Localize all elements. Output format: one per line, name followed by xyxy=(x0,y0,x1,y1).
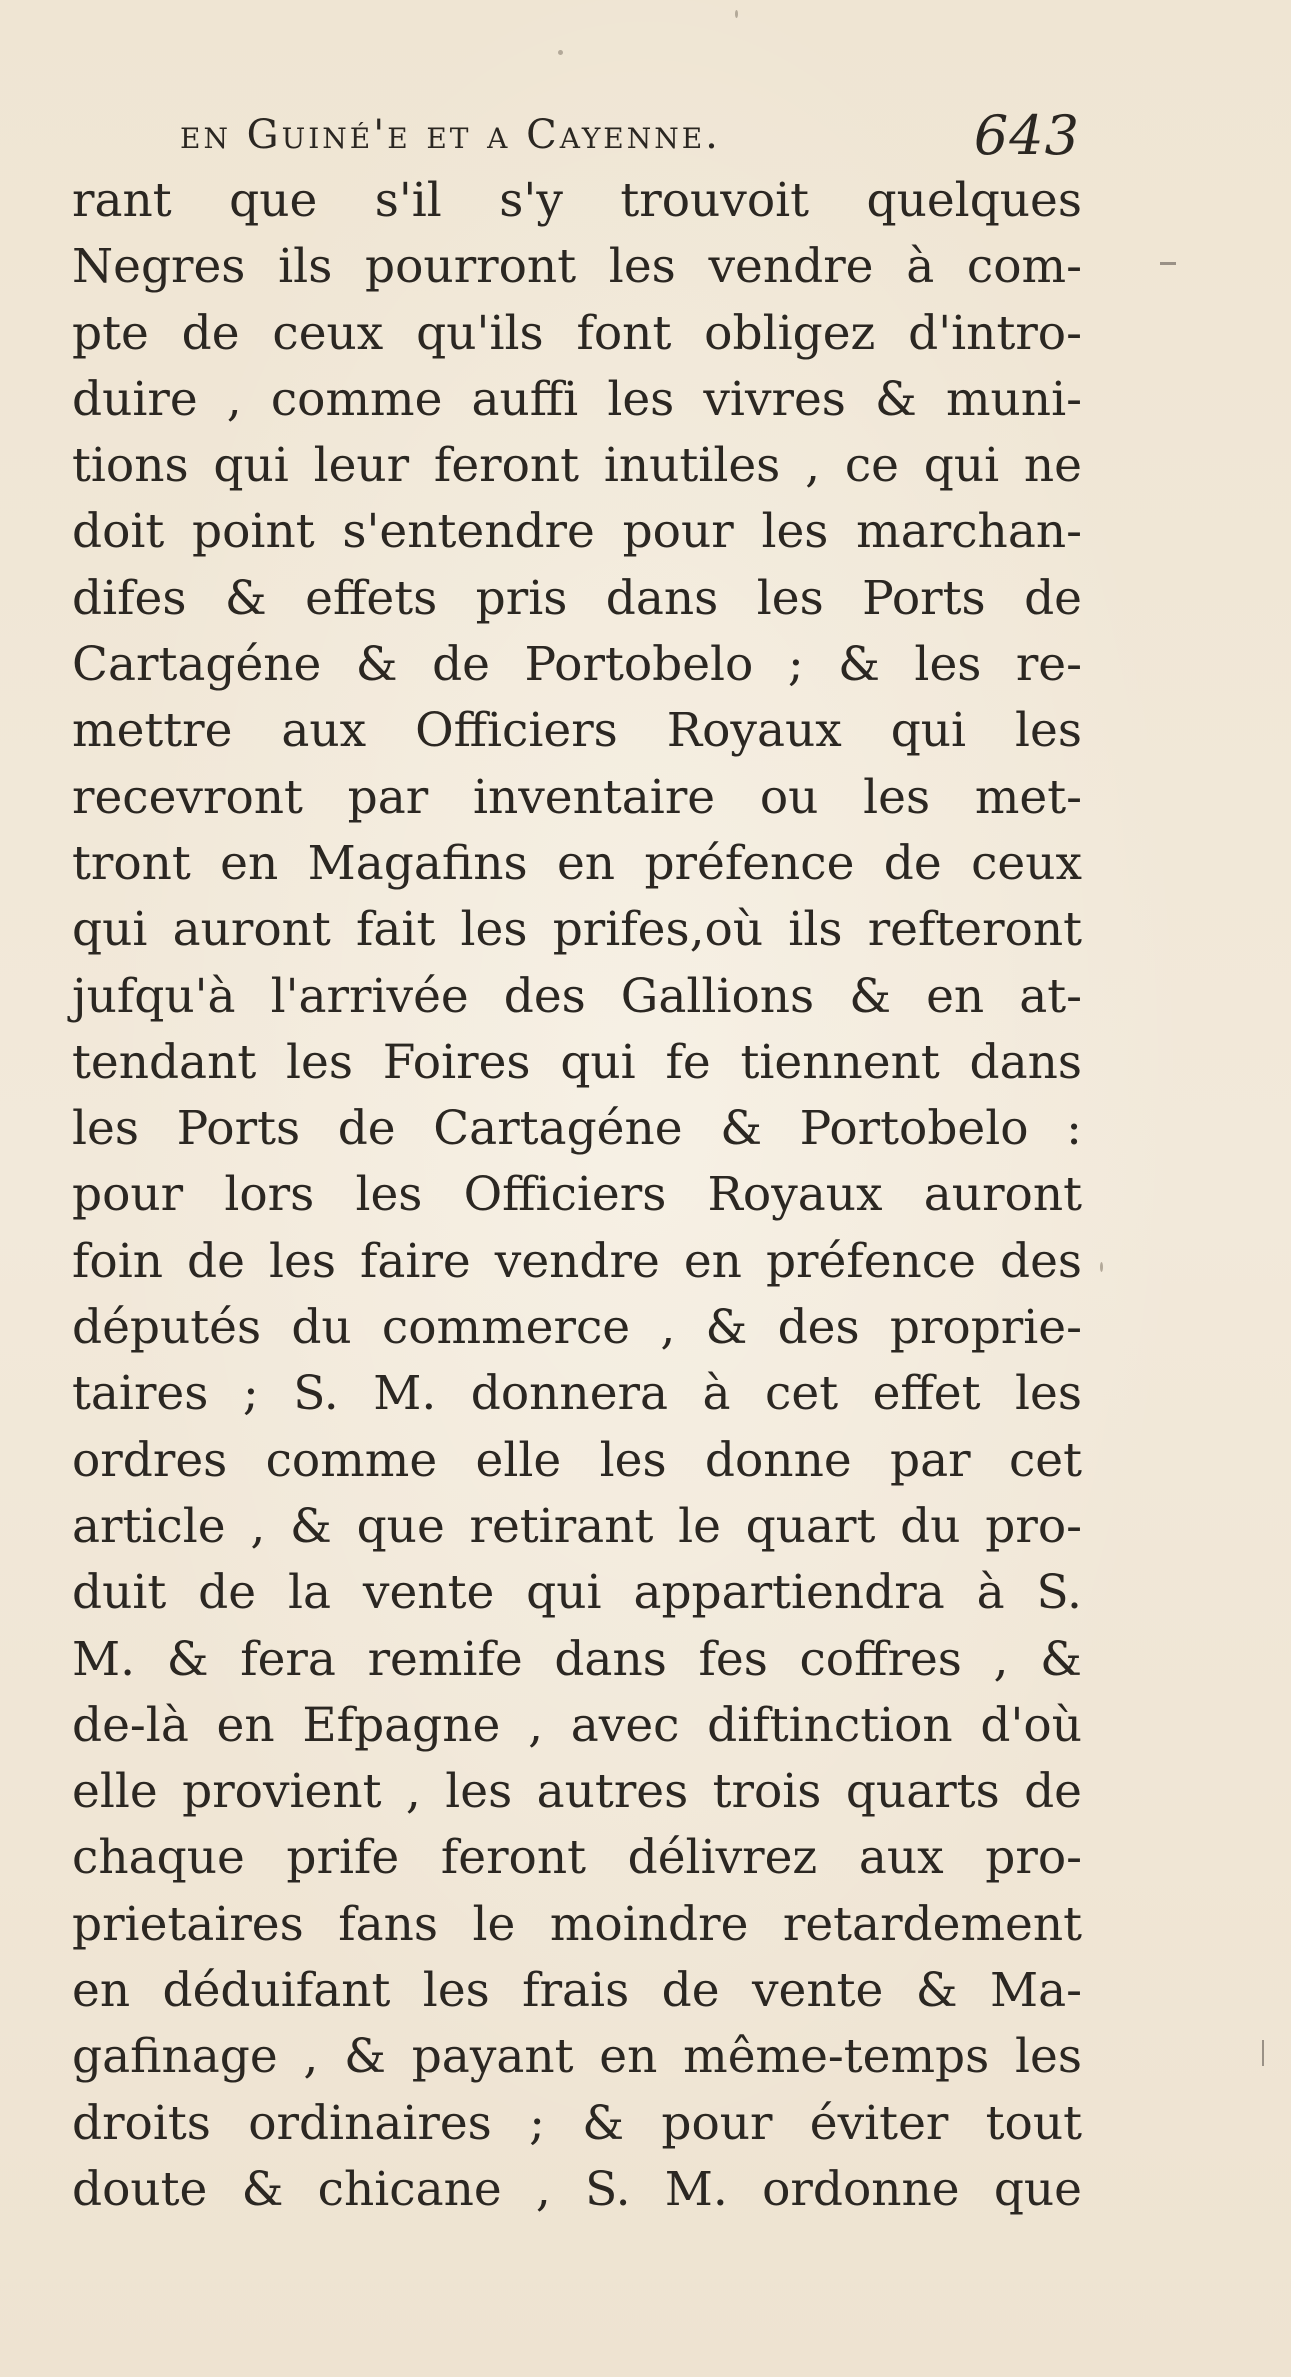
text-line: article , & que retirant le quart du pro- xyxy=(72,1498,1082,1554)
text-line: duit de la vente qui appartiendra à S. xyxy=(72,1565,1082,1621)
text-line: gafinage , & payant en même-temps les xyxy=(72,2029,1082,2085)
text-line: députés du commerce , & des proprie- xyxy=(72,1300,1082,1356)
text-line: de-là en Efpagne , avec diftinction d'où xyxy=(72,1697,1082,1753)
body-text xyxy=(72,168,1082,2223)
running-title: en Guiné'e et a Cayenne. xyxy=(180,112,721,158)
text-line: Negres ils pourront les vendre à com- xyxy=(72,239,1082,295)
paper-speck xyxy=(1100,1262,1103,1272)
paper-speck xyxy=(558,50,563,55)
text-line: les Ports de Cartagéne & Portobelo : xyxy=(72,1101,1082,1157)
text-line: doit point s'entendre pour les marchan- xyxy=(72,504,1082,560)
text-line: duire , comme auffi les vivres & muni- xyxy=(72,371,1082,427)
text-line: prietaires fans le moindre retardement xyxy=(72,1896,1082,1952)
text-line: tions qui leur feront inutiles , ce qui ne xyxy=(72,438,1082,494)
text-line: difes & effets pris dans les Ports de xyxy=(72,570,1082,626)
text-line: chaque prife feront délivrez aux pro- xyxy=(72,1830,1082,1886)
text-line: tendant les Foires qui fe tiennent dans xyxy=(72,1034,1082,1090)
text-line: doute & chicane , S. M. ordonne que xyxy=(72,2161,1082,2217)
text-line: M. & fera remife dans fes coffres , & xyxy=(72,1631,1082,1687)
text-line: pte de ceux qu'ils font obligez d'intro- xyxy=(72,305,1082,361)
text-line: taires ; S. M. donnera à cet effet les xyxy=(72,1366,1082,1422)
margin-tick-mark xyxy=(1262,2040,1264,2066)
text-line: tront en Magafins en préfence de ceux xyxy=(72,835,1082,891)
text-line: droits ordinaires ; & pour éviter tout xyxy=(72,2095,1082,2151)
text-line: rant que s'il s'y trouvoit quelques xyxy=(72,173,1082,228)
text-line: qui auront fait les prifes,où ils refteront xyxy=(72,902,1082,958)
text-line: recevront par inventaire ou les met- xyxy=(72,769,1082,825)
text-line: ordres comme elle les donne par cet xyxy=(72,1432,1082,1488)
text-line: pour lors les Officiers Royaux auront xyxy=(72,1167,1082,1223)
margin-dash-mark xyxy=(1160,262,1176,265)
page-number: 643 xyxy=(973,104,1080,167)
text-line: jufqu'à l'arrivée des Gallions & en at- xyxy=(72,968,1082,1024)
text-line: elle provient , les autres trois quarts de xyxy=(72,1764,1082,1820)
text-line: en déduifant les frais de vente & Ma- xyxy=(72,1963,1082,2019)
text-line: mettre aux Officiers Royaux qui les xyxy=(72,703,1082,759)
paper-speck xyxy=(735,10,738,18)
page-header xyxy=(180,104,1080,174)
text-line: Cartagéne & de Portobelo ; & les re- xyxy=(72,637,1082,693)
text-line: foin de les faire vendre en préfence des xyxy=(72,1233,1082,1289)
